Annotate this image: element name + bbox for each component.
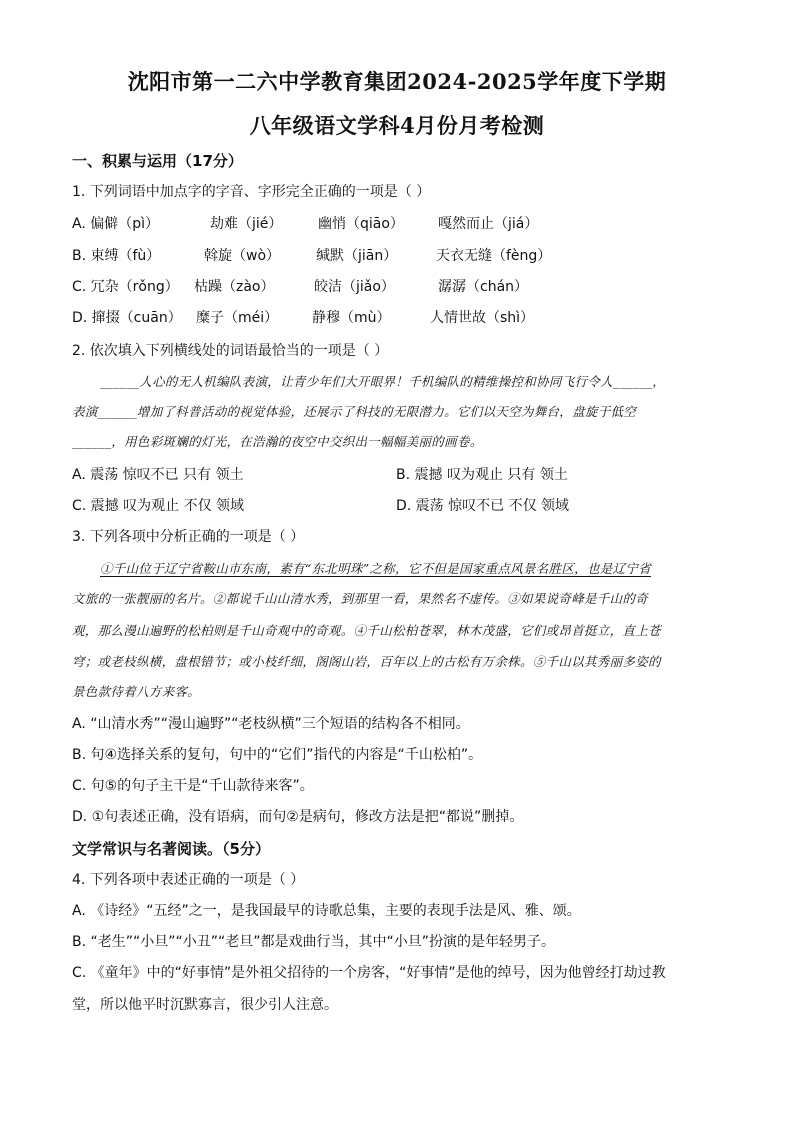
q1-option-b-word3: 缄默（jiān）	[316, 248, 398, 264]
q1-option-a-word2: 劫难（jié）	[210, 216, 283, 232]
q4-option-c: C. 《童年》中的“好事情”是外祖父招待的一个房客，“好事情”是他的绰号，因为他曾经打劫过教	[72, 965, 666, 981]
q2-option-b: B. 震撼 叹为观止 只有 领土	[396, 467, 568, 483]
q4-option-a: A. 《诗经》“五经”之一，是我国最早的诗歌总集，主要的表现手法是风、雅、颂。	[72, 903, 581, 919]
q1-stem: 1. 下列词语中加点字的字音、字形完全正确的一项是（ ）	[72, 184, 431, 200]
q3-passage-line: 景色款待着八方来客。	[72, 684, 201, 699]
q2-passage-line: ______人心的无人机编队表演，让青少年们大开眼界！千机编队的精维操控和协同飞行令人______，	[100, 374, 666, 389]
q3-option-d: D. ①句表述正确，没有语病，而句②是病句，修改方法是把“都说”删掉。	[72, 809, 524, 825]
q3-stem: 3. 下列各项中分析正确的一项是（ ）	[72, 529, 305, 545]
q3-passage-line: 穹；或老枝纵横，盘根错节；或小枝纤细，阁阁山岩，百年以上的古松有万余株。⑤千山以其秀丽多姿的	[72, 654, 661, 669]
q2-stem: 2. 依次填入下列横线处的词语最恰当的一项是（ ）	[72, 343, 389, 359]
q3-passage-line: ①千山位于辽宁省鞍山市东南，素有“东北明珠”之称，它不但是国家重点风景名胜区，也是辽宁省	[100, 561, 651, 576]
q1-option-d-word3: 静穆（mù）	[312, 310, 391, 326]
q1-option-c-word2: 枯躁（zào）	[194, 279, 275, 295]
q3-option-b: B. 句④选择关系的复句，句中的“它们”指代的内容是“千山松柏”。	[72, 747, 483, 763]
section-heading-literature: 文学常识与名著阅读。（5分）	[72, 840, 270, 858]
q2-passage-line: 表演______增加了科普活动的视觉体验，还展示了科技的无限潜力。它们以天空为舞台，盘旋于低空	[72, 404, 637, 419]
q2-passage-line: ______，用色彩斑斓的灯光，在浩瀚的夜空中交织出一幅幅美丽的画卷。	[72, 434, 483, 449]
q1-option-a-word4: 嘎然而止（jiá）	[438, 216, 539, 232]
exam-title-line1: 沈阳市第一二六中学教育集团2024-2025学年度下学期	[127, 69, 667, 94]
q4-stem: 4. 下列各项中表述正确的一项是（ ）	[72, 872, 305, 888]
q2-option-d: D. 震荡 惊叹不已 不仅 领域	[396, 498, 570, 514]
q1-option-d-word2: 糜子（méi）	[196, 310, 279, 326]
q1-option-c-word1: C. 冗杂（rǒng）	[72, 279, 179, 295]
q1-option-d-word1: D. 撺掇（cuān）	[72, 310, 182, 326]
q1-option-d-word4: 人情世故（shì）	[430, 310, 535, 326]
q3-option-a: A. “山清水秀”“漫山遍野”“老枝纵横”三个短语的结构各不相同。	[72, 716, 470, 732]
q1-option-b-word2: 斡旋（wò）	[204, 248, 281, 264]
q4-option-c-continued: 堂，所以他平时沉默寡言，很少引人注意。	[72, 997, 338, 1013]
q1-option-a-word1: A. 偏僻（pì）	[72, 216, 160, 232]
q1-option-c-word3: 皎洁（jiǎo）	[314, 279, 395, 295]
q1-option-a-word3: 幽悄（qiāo）	[318, 216, 404, 232]
section-heading-accumulation: 一、积累与运用（17分）	[72, 152, 243, 170]
q3-option-c: C. 句⑤的句子主干是“千山款待来客”。	[72, 778, 314, 794]
exam-title-line2: 八年级语文学科4月份月考检测	[249, 113, 545, 138]
q2-option-a: A. 震荡 惊叹不已 只有 领土	[72, 467, 244, 483]
q1-option-c-word4: 潺潺（chán）	[438, 279, 529, 295]
q1-option-b-word1: B. 束缚（fù）	[72, 248, 161, 264]
q4-option-b: B. “老生”“小旦”“小丑”“老旦”都是戏曲行当，其中“小旦”扮演的是年轻男子。	[72, 934, 556, 950]
q2-option-c: C. 震撼 叹为观止 不仅 领域	[72, 498, 245, 514]
q3-passage-line: 文旅的一张靓丽的名片。②都说千山山清水秀，到那里一看，果然名不虚传。③如果说奇峰是千山的奇	[72, 591, 649, 606]
q1-option-b-word4: 天衣无缝（fèng）	[436, 248, 552, 264]
q3-passage-line: 观，那么漫山遍野的松柏则是千山奇观中的奇观。④千山松柏苍翠，林木茂盛，它们或昂首挺立，直上苍	[72, 623, 661, 638]
